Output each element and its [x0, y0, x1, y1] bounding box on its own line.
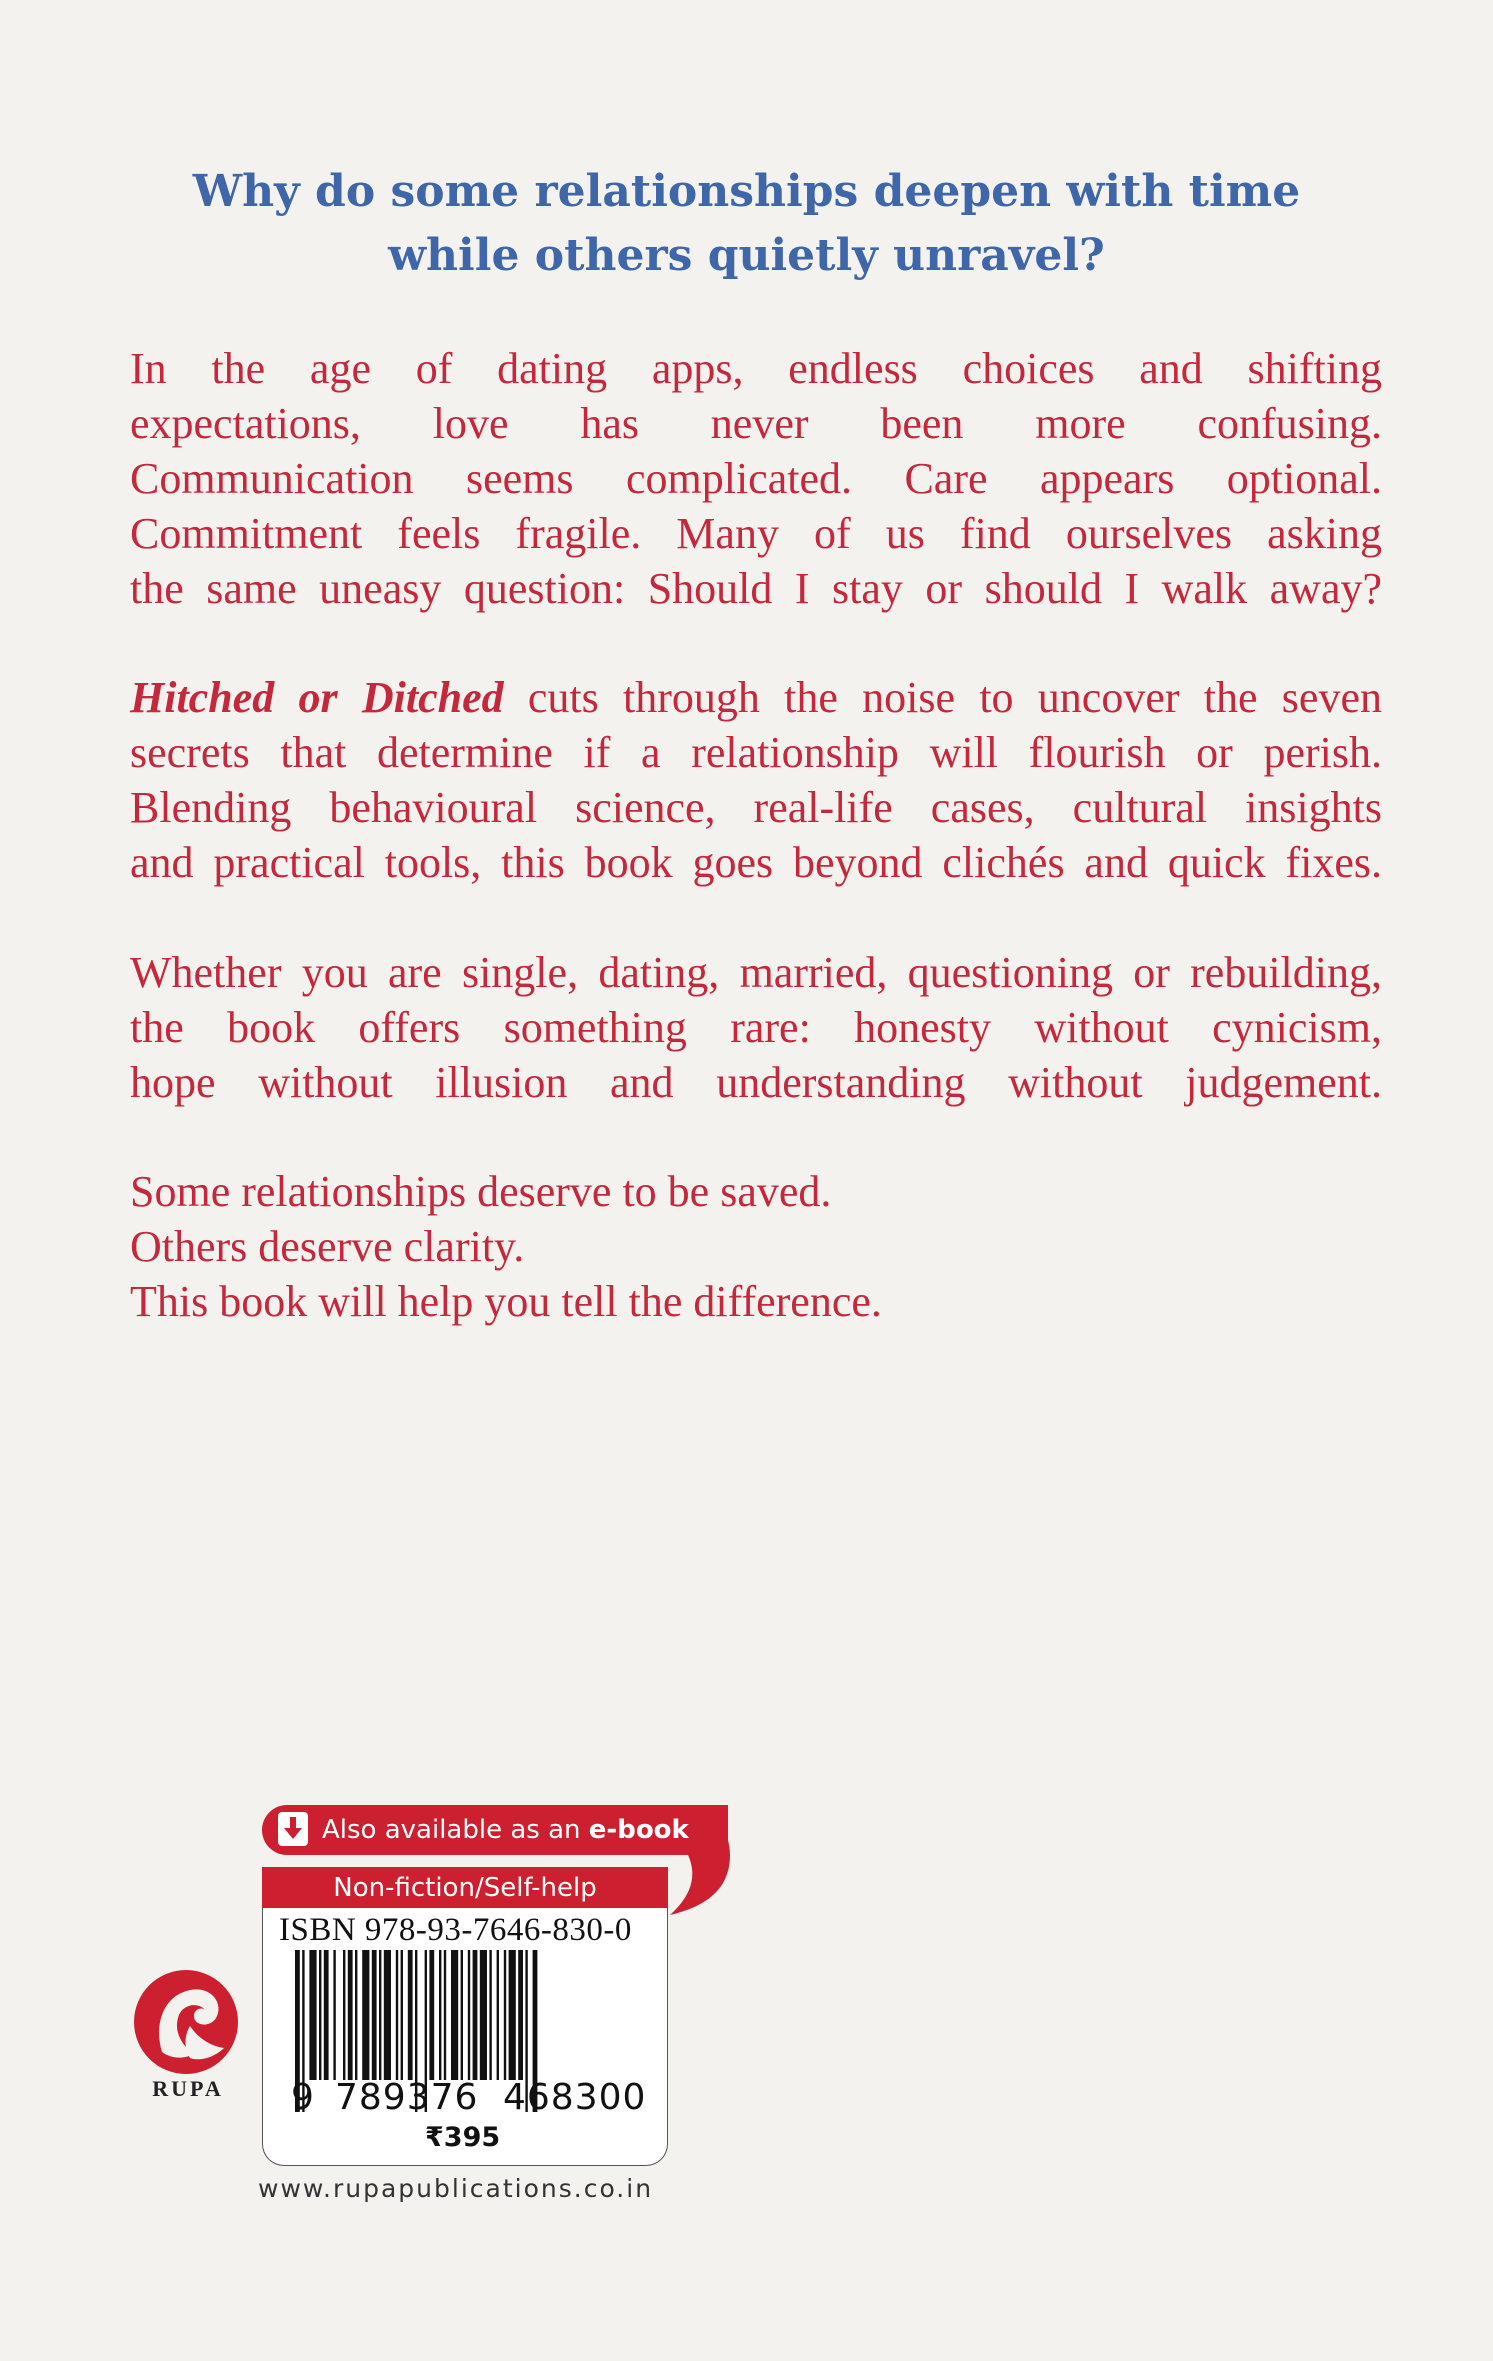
barcode-digit-first: 9	[291, 2077, 314, 2118]
paragraph-2-line: and practical tools, this book goes beyond clichés and quick fixes.	[130, 838, 1382, 887]
barcode-bar	[518, 1950, 523, 2080]
book-title: Hitched or Ditched	[130, 673, 504, 722]
ebook-availability-text	[322, 1812, 689, 1848]
barcode-digits-right: 468300	[503, 2077, 647, 2118]
barcode-bar	[497, 1950, 499, 2080]
barcode-bar	[401, 1950, 403, 2080]
barcode-bar	[309, 1950, 316, 2080]
paragraph-2	[130, 670, 1382, 890]
barcode-bar	[439, 1950, 441, 2080]
barcode-bar	[489, 1950, 491, 2080]
download-icon	[278, 1812, 308, 1846]
barcode-bar	[396, 1950, 398, 2080]
barcode-bar	[324, 1950, 329, 2080]
paragraph-1-line: the same uneasy question: Should I stay or should I walk away?	[130, 564, 1382, 613]
barcode-digits-left: 789376	[335, 2077, 479, 2118]
genre-label: Non-fiction/Self-help	[262, 1867, 668, 1909]
barcode-bar	[343, 1950, 345, 2080]
paragraph-1-line: Communication seems complicated. Care appears optional.	[130, 454, 1382, 503]
barcode-bar	[408, 1950, 413, 2080]
barcode-bar	[429, 1950, 434, 2080]
paragraph-1	[130, 341, 1382, 616]
paragraph-4	[130, 1164, 1382, 1329]
barcode-bar	[379, 1950, 381, 2080]
paragraph-4-line: Some relationships deserve to be saved.	[130, 1167, 832, 1216]
publisher-name: RUPA	[152, 2076, 224, 2101]
paragraph-3-line: the book offers something rare: honesty without cynicism,	[130, 1003, 1382, 1052]
barcode-bar	[461, 1950, 463, 2080]
barcode-bar	[355, 1950, 357, 2080]
paragraph-3-line: hope without illusion and understanding without judgement.	[130, 1058, 1382, 1107]
paragraph-4-line: Others deserve clarity.	[130, 1222, 525, 1271]
paragraph-3-line: Whether you are single, dating, married, questioning or rebuilding,	[130, 948, 1382, 997]
paragraph-2-line: Blending behavioural science, real-life cases, cultural insights	[130, 783, 1382, 832]
barcode-bar	[509, 1950, 516, 2080]
barcode-bar	[468, 1950, 470, 2080]
barcode-bar	[362, 1950, 369, 2080]
paragraph-2-line-rest: cuts through the noise to uncover the seven	[503, 673, 1382, 722]
barcode-bar	[333, 1950, 335, 2080]
paragraph-2-line: secrets that determine if a relationship will flourish or perish.	[130, 728, 1382, 777]
barcode-bar	[480, 1950, 487, 2080]
ebook-label: e-book	[588, 1815, 689, 1845]
barcode-bar	[372, 1950, 377, 2080]
barcode-bar	[384, 1950, 391, 2080]
barcode-bar	[348, 1950, 353, 2080]
barcode-bar	[504, 1950, 506, 2080]
paragraph-1-line: expectations, love has never been more confusing.	[130, 399, 1382, 448]
paragraph-2-first-line	[130, 670, 1382, 725]
publisher-website: www.rupapublications.co.in	[258, 2174, 654, 2203]
barcode-bar	[473, 1950, 478, 2080]
back-cover-headline	[0, 160, 1493, 288]
isbn-number: ISBN 978-93-7646-830-0	[279, 1912, 632, 1948]
barcode-bar	[444, 1950, 446, 2080]
rupa-logo	[132, 1968, 240, 2076]
paragraph-3	[130, 945, 1382, 1110]
headline-line-1: Why do some relationships deepen with time	[192, 166, 1301, 217]
price: ₹395	[425, 2122, 501, 2153]
barcode-bar	[319, 1950, 321, 2080]
isbn-box	[262, 1908, 668, 2166]
headline-line-2: while others quietly unravel?	[388, 230, 1105, 281]
barcode-bar	[451, 1950, 458, 2080]
paragraph-4-line: This book will help you tell the difference.	[130, 1277, 882, 1326]
ebook-prefix: Also available as an	[322, 1815, 589, 1845]
paragraph-1-line: In the age of dating apps, endless choices and shifting	[130, 344, 1382, 393]
paragraph-1-line: Commitment feels fragile. Many of us find ourselves asking	[130, 509, 1382, 558]
